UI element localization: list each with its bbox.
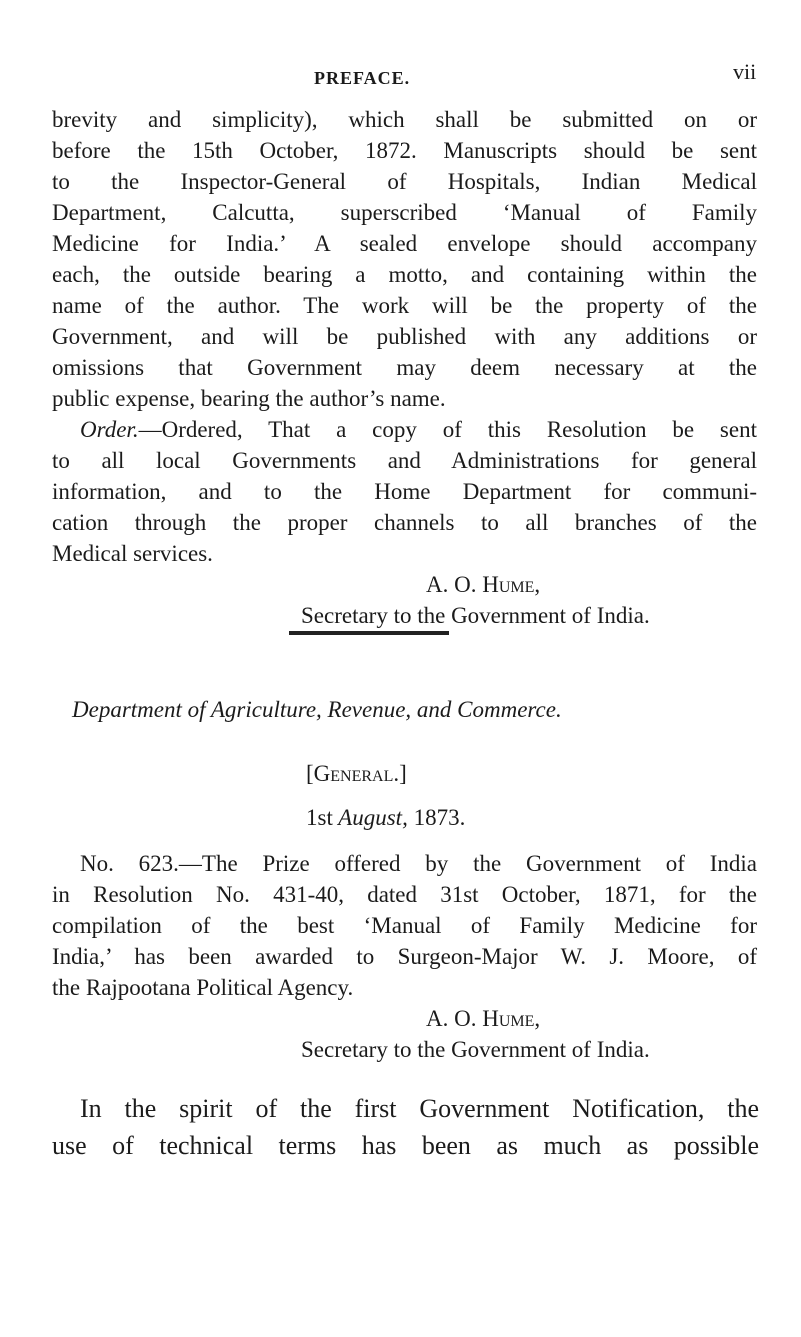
- date-ordinal: 1st: [306, 805, 333, 830]
- signature-title: Secretary to the Government of India.: [301, 1037, 650, 1062]
- order-label: Order.: [80, 417, 139, 442]
- text-line: Medical services.: [52, 541, 213, 566]
- text-line: In the spirit of the first Government Notification, the: [80, 1094, 759, 1123]
- text-line: name of the author. The work will be the property of the: [52, 293, 757, 318]
- signature-name: A. O. Hume,: [426, 572, 541, 597]
- text-line: Department, Calcutta, superscribed ‘Manual of Family: [52, 200, 757, 225]
- text-line: before the 15th October, 1872. Manuscripts should be sent: [52, 138, 757, 163]
- text-line: to all local Governments and Administrations for general: [52, 448, 757, 473]
- text-line: the Rajpootana Political Agency.: [52, 975, 354, 1000]
- text-line: omissions that Government may deem necessary at the: [52, 355, 757, 380]
- page-number: vii: [733, 59, 757, 84]
- general-label: [General.]: [306, 761, 407, 786]
- text-line: cation through the proper channels to all branches of the: [52, 510, 757, 535]
- text-line: compilation of the best ‘Manual of Family Medicine for: [52, 913, 757, 938]
- text-line: information, and to the Home Department for communi-: [52, 479, 757, 504]
- text-line: to the Inspector-General of Hospitals, Indian Medical: [52, 169, 757, 194]
- signature-name: A. O. Hume,: [426, 1006, 541, 1031]
- order-text: —Ordered, That a copy of this Resolution be sent: [138, 417, 757, 442]
- signature-title: Secretary to the Government of India.: [301, 603, 650, 628]
- text-line: No. 623.—The Prize offered by the Government of India: [80, 851, 757, 876]
- date-month: August,: [332, 805, 408, 830]
- text-line: in Resolution No. 431-40, dated 31st October, 1871, for the: [52, 882, 757, 907]
- date-year: 1873.: [407, 805, 466, 830]
- department-heading: Department of Agriculture, Revenue, and Commerce.: [72, 697, 562, 722]
- text-line: Medicine for India.’ A sealed envelope should accompany: [52, 231, 757, 256]
- order-line: [80, 416, 757, 444]
- text-line: public expense, bearing the author’s name.: [52, 386, 446, 411]
- section-divider: [289, 631, 449, 635]
- date-line: [306, 804, 465, 832]
- text-line: Government, and will be published with any additions or: [52, 324, 757, 349]
- text-line: use of technical terms has been as much as possible: [52, 1131, 759, 1160]
- text-line: brevity and simplicity), which shall be submitted on or: [52, 107, 757, 132]
- running-header: PREFACE.: [314, 68, 411, 88]
- text-line: each, the outside bearing a motto, and containing within the: [52, 262, 757, 287]
- text-line: India,’ has been awarded to Surgeon-Major W. J. Moore, of: [52, 944, 757, 969]
